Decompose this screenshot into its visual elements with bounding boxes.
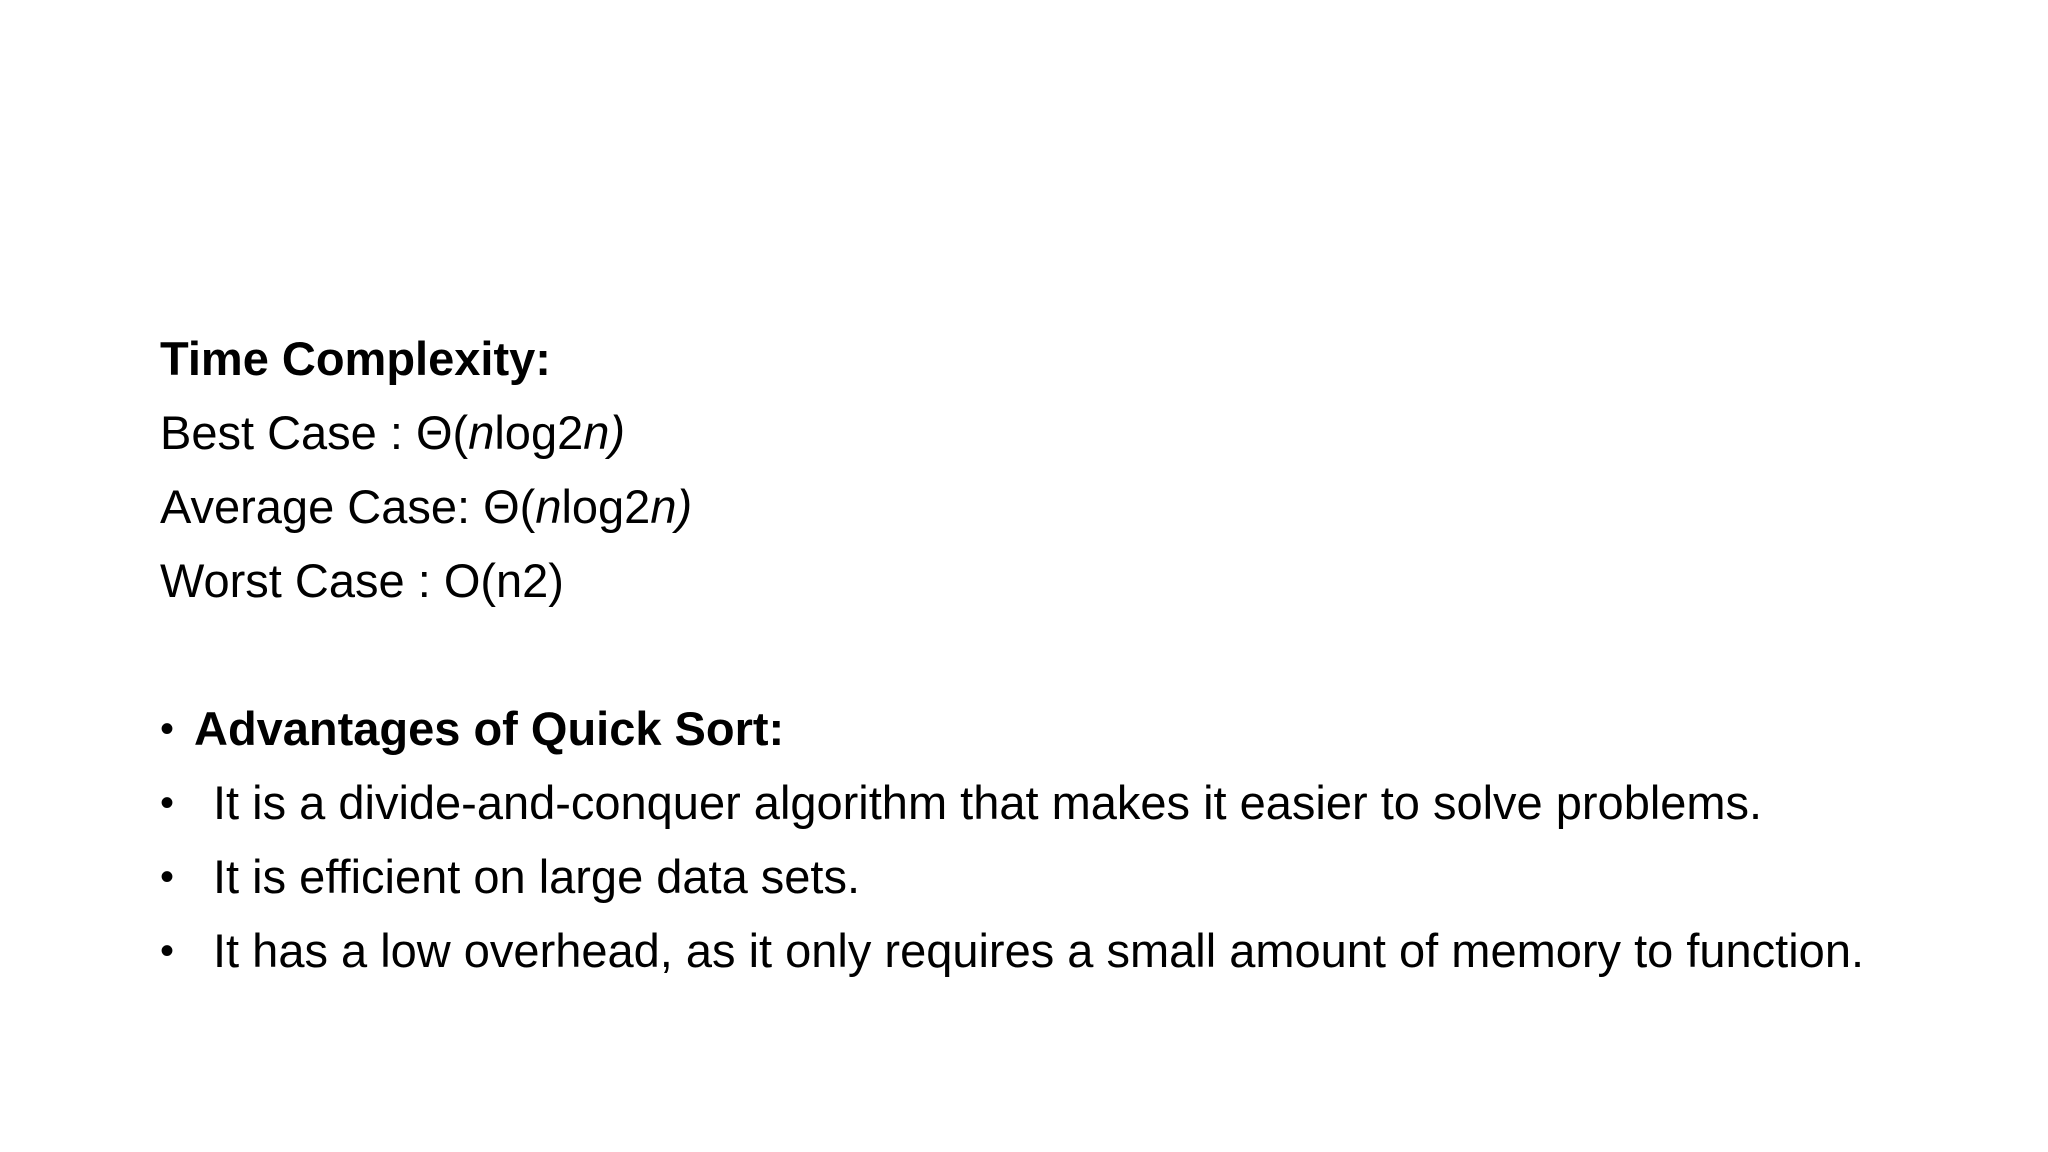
spacer (160, 618, 1900, 692)
average-case-n2: n (650, 480, 677, 533)
advantage-text-3: It has a low overhead, as it only requires a small amount of memory to function. (213, 924, 1865, 977)
bullet-icon: • (160, 707, 175, 751)
average-case-mid: log2 (561, 480, 651, 533)
bullet-icon: • (160, 781, 175, 825)
best-case-line (160, 396, 1900, 470)
slide-content (160, 322, 1900, 980)
best-case-label: Best Case : Θ( (160, 406, 469, 459)
best-case-n1: n (468, 406, 495, 459)
advantage-item-3 (160, 914, 1900, 980)
advantage-item-1 (160, 766, 1900, 840)
average-case-line (160, 470, 1900, 544)
average-case-close: ) (676, 480, 693, 533)
time-complexity-heading: Time Complexity: (160, 332, 551, 385)
bullet-icon: • (160, 855, 175, 899)
advantages-heading: Advantages of Quick Sort: (194, 702, 785, 755)
advantages-heading-item (160, 692, 1900, 766)
advantage-item-2 (160, 840, 1900, 914)
advantage-text-1: It is a divide-and-conquer algorithm that makes it easier to solve problems. (213, 776, 1763, 829)
best-case-close: ) (609, 406, 626, 459)
best-case-n2: n (583, 406, 610, 459)
average-case-label: Average Case: Θ( (160, 480, 536, 533)
average-case-n1: n (535, 480, 562, 533)
best-case-mid: log2 (494, 406, 584, 459)
advantage-text-2: It is efficient on large data sets. (213, 850, 861, 903)
worst-case-line: Worst Case : O(n2) (160, 554, 564, 607)
bullet-icon: • (160, 929, 175, 973)
